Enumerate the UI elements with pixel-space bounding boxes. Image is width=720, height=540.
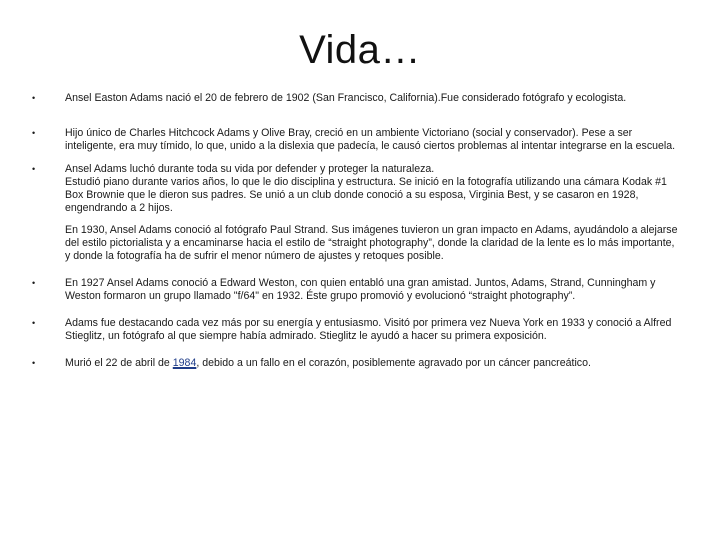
paragraph: En 1930, Ansel Adams conoció al fotógrafo Paul Strand. Sus imágenes tuvieron un gran impacto en Adams, ayudándolo a alejarse del estilo pictorialista y a encaminarse hacia el estilo de “straight photography”, donde la claridad de la lente es lo más importante, y donde la fotografía ha de sufrir el menor número de ajustes y retoques posible.	[65, 224, 678, 262]
bullet-icon: •	[32, 93, 36, 103]
paragraph: Ansel Adams luchó durante toda su vida por defender y proteger la naturaleza.	[65, 163, 435, 175]
list-item	[30, 357, 680, 370]
bullet-icon: •	[32, 358, 36, 368]
year-link[interactable]: 1984	[172, 357, 197, 369]
bullet-icon: •	[32, 128, 36, 138]
slide-title: Vida…	[299, 28, 421, 72]
list-item-text: Ansel Easton Adams nació el 20 de febrero de 1902 (San Francisco, California).Fue considerado fotógrafo y ecologista.	[65, 92, 627, 104]
bullet-icon: •	[32, 164, 36, 174]
list-item-text: En 1927 Ansel Adams conoció a Edward Weston, con quien entabló una gran amistad. Juntos, Adams, Strand, Cunningham y Weston formaron un grupo llamado "f/64" en 1932. Éste grupo promovió y evolucionó “straight photography”.	[65, 277, 656, 302]
paragraph: Estudió piano durante varios años, lo que le dio disciplina y estructura. Se inició en la fotografía utilizando una cámara Kodak #1 Box Brownie que le dieron sus padres. Se unió a un club donde conoció a su esposa, Virginia Best, y se casaron en 1928, engendrando a 2 hijos.	[65, 176, 667, 214]
text-segment: Murió el 22 de abril de	[65, 357, 173, 369]
list-item-text	[65, 163, 680, 263]
list-item-text	[65, 357, 680, 370]
list-item	[30, 92, 680, 105]
list-item	[30, 277, 680, 303]
list-item	[30, 127, 680, 153]
list-item-text: Hijo único de Charles Hitchcock Adams y Olive Bray, creció en un ambiente Victoriano (social y conservador). Pese a ser inteligente, era muy tímido, lo que, unido a la dislexia que padecía, le causó ciertos problemas al intentar integrarse en la escuela.	[65, 127, 676, 152]
text-segment: , debido a un fallo en el corazón, posiblemente agravado por un cáncer pancreático.	[196, 357, 591, 369]
list-item	[30, 163, 680, 263]
bullet-icon: •	[32, 278, 36, 288]
list-item-text: Adams fue destacando cada vez más por su energía y entusiasmo. Visitó por primera vez Nueva York en 1933 y conoció a Alfred Stieglitz, un fotógrafo al que siempre había admirado. Stieglitz le ayudó a hacer su primera exposición.	[65, 317, 672, 342]
bullet-list	[30, 90, 680, 370]
bullet-icon: •	[32, 318, 36, 328]
list-item	[30, 317, 680, 343]
